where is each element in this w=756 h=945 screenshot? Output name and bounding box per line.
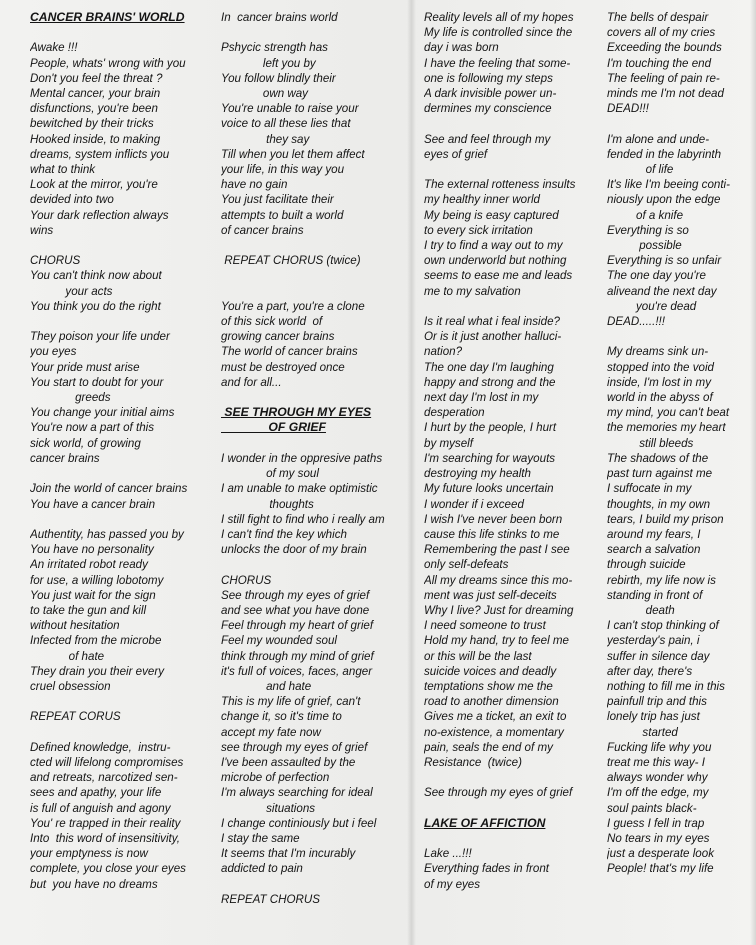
lyrics-column-1	[30, 10, 214, 892]
lyric-line: This is my life of grief, can't	[221, 695, 361, 709]
lyric-line: Look at the mirror, you're	[30, 178, 158, 192]
lyric-line: covers all of my cries	[607, 26, 716, 40]
lyric-line: You're a part, you're a clone	[221, 299, 365, 313]
lyric-line: You just facilitate their	[221, 193, 334, 207]
lyric-line: it's full of voices, faces, anger	[221, 664, 373, 678]
lyric-line: Hold my hand, try to feel me	[424, 634, 569, 648]
lyric-line: the memories my heart	[607, 421, 726, 435]
lyric-line: Don't you feel the threat ?	[30, 71, 163, 85]
lyric-line: to take the gun and kill	[30, 603, 147, 617]
lyric-line: change it, so it's time to	[221, 710, 342, 724]
lyric-line: world in the abyss of	[607, 391, 713, 405]
lyric-line: through suicide	[607, 558, 686, 572]
lyric-line: desperation	[424, 406, 485, 420]
lyric-line: A dark invisible power un-	[424, 87, 557, 101]
lyric-line: I can't find the key which	[221, 527, 347, 541]
lyric-line: I guess I fell in trap	[607, 816, 705, 830]
lyric-line: I'm off the edge, my	[607, 786, 709, 800]
song-title: LAKE OF AFFICTION	[424, 815, 546, 830]
lyric-line	[221, 390, 406, 405]
song-title: CANCER BRAINS' WORLD	[30, 10, 185, 24]
lyric-line	[221, 268, 406, 283]
lyric-line: without hesitation	[30, 619, 120, 633]
lyric-line: Defined knowledge, instru-	[30, 740, 171, 754]
lyric-line: started	[607, 725, 678, 739]
lyric-line: I still fight to find who i really am	[221, 512, 385, 526]
lyric-line: Is it real what i feal inside?	[424, 315, 560, 329]
lyric-line: Everything is so	[607, 223, 689, 237]
lyric-line: own underworld but nothing	[424, 254, 567, 268]
lyric-line: soul paints black-	[607, 801, 697, 815]
lyric-line: search a salvation	[607, 543, 701, 557]
lyric-line: of a knife	[607, 208, 684, 222]
lyric-line: complete, you close your eyes	[30, 862, 186, 876]
lyric-line	[30, 314, 214, 329]
lyric-line: your acts	[30, 284, 113, 298]
lyric-line: and see what you have done	[221, 603, 370, 617]
lyric-line: microbe of perfection	[221, 771, 330, 785]
lyric-line: Remembering the past I see	[424, 543, 570, 557]
lyric-line: cancer brains	[30, 451, 100, 465]
lyric-line: They drain you their every	[30, 664, 165, 678]
lyric-line: thoughts	[221, 497, 314, 511]
lyric-line	[221, 238, 406, 253]
lyric-line	[424, 801, 606, 816]
lyric-line: unlocks the door of my brain	[221, 543, 367, 557]
lyric-line: My dreams sink un-	[607, 345, 709, 359]
lyric-line: wins	[30, 223, 54, 237]
lyric-line: treat me this way- I	[607, 755, 705, 769]
lyric-line: of hate	[30, 649, 105, 663]
lyric-line	[424, 116, 606, 131]
lyric-line: nation?	[424, 345, 463, 359]
lyric-line: DEAD.....!!!	[607, 315, 665, 329]
lyric-line	[30, 694, 214, 709]
lyric-line: growing cancer brains	[221, 330, 335, 344]
lyric-line: REPEAT CORUS	[30, 710, 121, 724]
lyric-line: Pshycic strength has	[221, 41, 328, 55]
lyric-line: addicted to pain	[221, 862, 303, 876]
lyric-line: must be destroyed once	[221, 360, 345, 374]
lyric-line: See through my eyes of grief	[221, 588, 370, 602]
lyric-line: The external rotteness insults	[424, 178, 576, 192]
lyrics-column-4	[607, 10, 755, 877]
lyric-line: I wish I've never been born	[424, 512, 563, 526]
lyric-line	[30, 725, 214, 740]
lyric-line: You have a cancer brain	[30, 497, 156, 511]
lyric-line	[607, 329, 755, 344]
lyric-line: thoughts, in my own	[607, 497, 711, 511]
lyric-line: bewitched by their tricks	[30, 117, 154, 131]
lyric-line: I can't stop thinking of	[607, 619, 719, 633]
lyric-line: you're dead	[607, 299, 697, 313]
song-title: OF GRIEF	[221, 420, 326, 435]
lyric-line: they say	[221, 132, 310, 146]
lyric-line: what to think	[30, 163, 96, 177]
lyric-line: You change your initial aims	[30, 406, 175, 420]
lyric-line: Mental cancer, your brain	[30, 87, 161, 101]
lyric-line: stopped into the void	[607, 360, 714, 374]
lyric-line: I have the feeling that some-	[424, 56, 571, 70]
lyric-line: devided into two	[30, 193, 114, 207]
lyric-line: possible	[607, 239, 682, 253]
lyric-line: attempts to built a world	[221, 208, 344, 222]
lyric-line: greeds	[30, 391, 111, 405]
lyric-line: Feel my wounded soul	[221, 634, 337, 648]
lyric-line: left you by	[221, 56, 316, 70]
lyric-line: or this will be the last	[424, 649, 532, 663]
lyrics-column-3	[424, 10, 606, 892]
lyric-line	[607, 116, 755, 131]
lyric-line: me to my salvation	[424, 284, 521, 298]
lyric-line: I suffocate in my	[607, 482, 692, 496]
song-title: SEE THROUGH MY EYES	[221, 405, 372, 420]
lyric-line: niously upon the edge	[607, 193, 721, 207]
lyric-line: REPEAT CHORUS	[221, 892, 320, 906]
lyric-line: Everything fades in front	[424, 862, 550, 876]
lyric-line: aliveand the next day	[607, 284, 717, 298]
lyric-line: I wonder if i exceed	[424, 497, 524, 511]
lyric-line: Your pride must arise	[30, 360, 140, 374]
lyric-line: My life is controlled since the	[424, 26, 573, 40]
lyric-line	[221, 284, 406, 299]
lyric-line: around my fears, I	[607, 527, 701, 541]
lyric-line	[221, 436, 406, 451]
lyric-line: and hate	[221, 679, 312, 693]
lyric-line: yesterday's pain, i	[607, 634, 700, 648]
lyric-line: just a desperate look	[607, 847, 714, 861]
lyric-line	[424, 162, 606, 177]
lyric-line: minds me I'm not dead	[607, 87, 724, 101]
lyric-line: fended in the labyrinth	[607, 147, 722, 161]
lyric-line: sick world, of growing	[30, 436, 141, 450]
lyric-line: Your dark reflection always	[30, 208, 169, 222]
lyric-line: day i was born	[424, 41, 499, 55]
lyric-line: by myself	[424, 436, 473, 450]
lyric-line: cted will lifelong compromises	[30, 755, 184, 769]
lyric-line: suffer in silence day	[607, 649, 710, 663]
lyric-line: standing in front of	[607, 588, 703, 602]
lyric-line: Into this word of insensitivity,	[30, 831, 180, 845]
lyric-line	[30, 238, 214, 253]
lyric-line: Reality levels all of my hopes	[424, 11, 574, 24]
lyric-line: temptations show me the	[424, 679, 553, 693]
lyric-line: No tears in my eyes	[607, 831, 710, 845]
lyric-line: but you have no dreams	[30, 877, 158, 891]
lyric-line: My being is easy captured	[424, 208, 559, 222]
lyric-line: Join the world of cancer brains	[30, 482, 188, 496]
lyric-line: painfull trip and this	[607, 695, 707, 709]
lyric-line: You' re trapped in their reality	[30, 816, 181, 830]
lyric-line: one is following my steps	[424, 71, 553, 85]
lyric-line: next day I'm lost in my	[424, 391, 539, 405]
lyric-line: Hooked inside, to making	[30, 132, 161, 146]
lyric-line: You start to doubt for your	[30, 375, 164, 389]
lyric-line: your life, in this way you	[221, 163, 345, 177]
lyric-line	[424, 299, 606, 314]
lyric-line: The feeling of pain re-	[607, 71, 720, 85]
lyric-line: tears, I build my prison	[607, 512, 724, 526]
lyric-line: In cancer brains world	[221, 11, 338, 24]
lyric-line: dreams, system inflicts you	[30, 147, 170, 161]
lyric-line: I'm touching the end	[607, 56, 712, 70]
lyric-line	[30, 466, 214, 481]
lyric-line: death	[607, 603, 675, 617]
lyric-line: I need someone to trust	[424, 619, 546, 633]
paper-fold-crease	[407, 0, 416, 945]
lyric-line: and retreats, narcotized sen-	[30, 771, 178, 785]
lyric-line: You have no personality	[30, 543, 154, 557]
lyric-line	[221, 557, 406, 572]
lyric-line: Exceeding the bounds	[607, 41, 722, 55]
lyric-line: Till when you let them affect	[221, 147, 365, 161]
lyric-line: They poison your life under	[30, 330, 170, 344]
lyric-line: The bells of despair	[607, 11, 709, 24]
lyric-line: of life	[607, 163, 674, 177]
lyric-line: of this sick world of	[221, 315, 323, 329]
lyric-line: pain, seals the end of my	[424, 740, 553, 754]
lyric-line: I wonder in the oppresive paths	[221, 451, 383, 465]
lyric-line: of my eyes	[424, 877, 481, 891]
lyric-line: I'm always searching for ideal	[221, 786, 373, 800]
lyric-line: CHORUS	[221, 573, 272, 587]
lyric-line: after day, there's	[607, 664, 693, 678]
lyric-line: You can't think now about	[30, 269, 162, 283]
lyric-line: disfunctions, you're been	[30, 102, 158, 116]
lyric-line: I stay the same	[221, 831, 300, 845]
lyric-line: nothing to fill me in this	[607, 679, 725, 693]
lyric-line	[30, 512, 214, 527]
lyric-line: eyes of grief	[424, 147, 488, 161]
lyric-line: situations	[221, 801, 316, 815]
lyric-line: The one day you're	[607, 269, 706, 283]
lyric-line: See through my eyes of grief	[424, 786, 573, 800]
lyric-line: Or is it just another halluci-	[424, 330, 562, 344]
lyric-line: ment was just self-deceits	[424, 588, 557, 602]
lyric-line: You think you do the right	[30, 299, 161, 313]
lyric-line: suicide voices and deadly	[424, 664, 557, 678]
lyric-line: You just wait for the sign	[30, 588, 156, 602]
lyric-line: It seems that I'm incurably	[221, 847, 356, 861]
lyric-line: You're unable to raise your	[221, 102, 359, 116]
lyric-line: An irritated robot ready	[30, 558, 148, 572]
lyric-line: cause this life stinks to me	[424, 527, 560, 541]
lyric-line: Fucking life why you	[607, 740, 712, 754]
lyric-line: your emptyness is now	[30, 847, 148, 861]
lyric-line: think through my mind of grief	[221, 649, 374, 663]
lyric-line: Infected from the microbe	[30, 634, 162, 648]
lyric-line: I've been assaulted by the	[221, 755, 356, 769]
lyric-line: The world of cancer brains	[221, 345, 358, 359]
lyric-line: cruel obsession	[30, 679, 111, 693]
lyric-line: Feel through my heart of grief	[221, 619, 374, 633]
lyric-line: you eyes	[30, 345, 77, 359]
lyric-line: accept my fate now	[221, 725, 321, 739]
lyric-line: Authentity, has passed you by	[30, 527, 184, 541]
lyrics-column-2	[221, 10, 406, 907]
lyric-line: People! that's my life	[607, 862, 714, 876]
lyric-line	[424, 831, 606, 846]
lyric-line: of cancer brains	[221, 223, 304, 237]
lyric-line: sees and apathy, your life	[30, 786, 162, 800]
lyric-line: my healthy inner world	[424, 193, 540, 207]
lyric-line: road to another dimension	[424, 695, 559, 709]
lyric-line: DEAD!!!	[607, 102, 649, 116]
lyric-line: I'm searching for wayouts	[424, 451, 556, 465]
lyric-line: no-existence, a momentary	[424, 725, 564, 739]
lyric-line: The shadows of the	[607, 451, 709, 465]
lyric-line: Why I live? Just for dreaming	[424, 603, 574, 617]
lyric-line: All my dreams since this mo-	[424, 573, 573, 587]
lyric-line: only self-defeats	[424, 558, 509, 572]
lyric-line: seems to ease me and leads	[424, 269, 573, 283]
lyric-line	[221, 25, 406, 40]
lyric-line: You follow blindly their	[221, 71, 336, 85]
lyric-line	[30, 25, 214, 40]
lyric-line: I change continiously but i feel	[221, 816, 377, 830]
lyric-line: always wonder why	[607, 771, 708, 785]
lyric-line: voice to all these lies that	[221, 117, 351, 131]
lyric-line: REPEAT CHORUS (twice)	[221, 254, 361, 268]
lyric-line: I try to find a way out to my	[424, 239, 563, 253]
lyric-line: dermines my conscience	[424, 102, 552, 116]
lyric-line	[221, 877, 406, 892]
lyric-line: See and feel through my	[424, 132, 551, 146]
lyric-line: is full of anguish and agony	[30, 801, 171, 815]
lyric-line: rebirth, my life now is	[607, 573, 716, 587]
lyric-line: for use, a willing lobotomy	[30, 573, 164, 587]
lyric-line: happy and strong and the	[424, 375, 556, 389]
lyric-line: own way	[221, 87, 308, 101]
lyric-line: my mind, you can't beat	[607, 406, 730, 420]
lyric-line: Resistance (twice)	[424, 755, 522, 769]
lyric-line: past turn against me	[607, 467, 713, 481]
lyric-line: I hurt by the people, I hurt	[424, 421, 557, 435]
lyric-line: Awake !!!	[30, 41, 78, 55]
lyric-line: I am unable to make optimistic	[221, 482, 378, 496]
lyric-line: You're now a part of this	[30, 421, 155, 435]
lyric-line: CHORUS	[30, 254, 81, 268]
lyric-line: and for all...	[221, 375, 282, 389]
lyric-line: People, whats' wrong with you	[30, 56, 186, 70]
lyric-line: inside, I'm lost in my	[607, 375, 712, 389]
lyric-line: see through my eyes of grief	[221, 740, 368, 754]
lyric-line: Lake ...!!!	[424, 847, 472, 861]
lyric-line: I'm alone and unde-	[607, 132, 710, 146]
lyric-line: destroying my health	[424, 467, 531, 481]
lyric-line: It's like I'm beeing conti-	[607, 178, 730, 192]
lyric-line: lonely trip has just	[607, 710, 700, 724]
lyric-line: My future looks uncertain	[424, 482, 554, 496]
lyric-line: of my soul	[221, 467, 319, 481]
lyric-line: to every sick irritation	[424, 223, 533, 237]
lyric-line	[424, 770, 606, 785]
lyric-line: The one day I'm laughing	[424, 360, 554, 374]
lyric-line: Gives me a ticket, an exit to	[424, 710, 567, 724]
lyric-line: still bleeds	[607, 436, 694, 450]
lyric-line: Everything is so unfair	[607, 254, 722, 268]
lyric-line: have no gain	[221, 178, 288, 192]
